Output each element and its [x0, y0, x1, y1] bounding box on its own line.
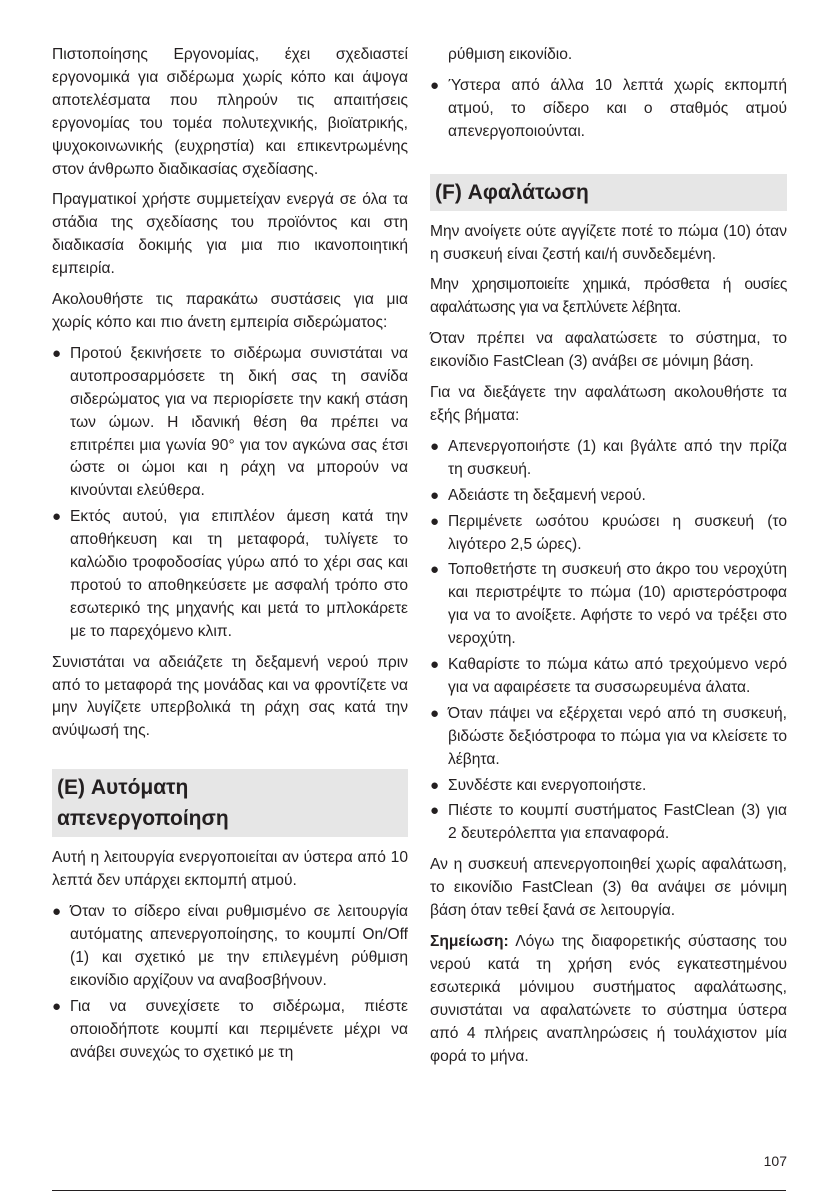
- bullet-icon: ●: [430, 656, 440, 674]
- footer-divider: [52, 1190, 786, 1191]
- chemicals-paragraph: Μην χρησιμοποιείτε χημικά, πρόσθετα ή ουσίες αφαλάτωσης για να ξεπλύνετε λέβητα.: [430, 276, 787, 317]
- restart-paragraph: Αν η συσκευή απενεργοποιηθεί χωρίς αφαλάτωση, το εικονίδιο FastClean (3) θα ανάψει σε μόνιμη βάση όταν τεθεί ξανά σε λειτουργία.: [430, 856, 787, 920]
- bullet-icon: ●: [52, 344, 62, 362]
- bullet-icon: ●: [430, 561, 440, 579]
- list-item: ● Για να συνεχίσετε το σιδέρωμα, πιέστε οποιοδήποτε κουμπί και περιμένετε μέχρι να ανάβει συνεχώς το σχετικό με τη: [52, 997, 408, 1061]
- descaling-steps: [430, 436, 787, 846]
- warning-paragraph: Μην ανοίγετε ούτε αγγίζετε ποτέ το πώμα (10) όταν η συσκευή είναι ζεστή και/ή συνδεδεμένη.: [430, 222, 787, 263]
- list-item: ● Όταν πάψει να εξέρχεται νερό από τη συσκευή, βιδώστε δεξιόστροφα το πώμα για να κλείσετε το λέβητα.: [430, 704, 787, 768]
- note-label: Σημείωση:: [430, 933, 509, 950]
- tank-paragraph: Συνιστάται να αδειάζετε τη δεξαμενή νερού πριν από το μεταφορά της μονάδας και να φροντίζετε να μην λυγίζετε υπερβολικά τη ράχη σας κατά την ανύψωσή της.: [52, 653, 408, 740]
- note-text: Λόγω της διαφορετικής σύστασης του νερού κατά τη χρήση ενός εγκατεστημένου εσωτερικά μόνιμου συστήματος αφαλάτωσης, συνιστάται να αφαλατώνετε το σύστημα ύστερα από 4 πλήρεις αναπληρώσεις ή τουλάχιστον μία φορά το μήνα.: [430, 933, 787, 1065]
- section-heading-f: [430, 174, 787, 211]
- list-item: ● Απενεργοποιήστε (1) και βγάλτε από την πρίζα τη συσκευή.: [430, 437, 787, 478]
- list-item: ● Ύστερα από άλλα 10 λεπτά χωρίς εκπομπή ατμού, το σίδερο και ο σταθμός ατμού απενεργοποιούνται.: [430, 76, 787, 140]
- bullet-icon: ●: [430, 437, 440, 455]
- auto-off-list: [52, 901, 408, 1064]
- auto-off-list-cont: [430, 75, 787, 144]
- list-item: ● Πιέστε το κουμπί συστήματος FastClean (3) για 2 δευτερόλεπτα για επαναφορά.: [430, 802, 787, 843]
- bullet-icon: ●: [52, 997, 62, 1015]
- bullet-icon: ●: [430, 486, 440, 504]
- steps-intro: Για να διεξάγετε την αφαλάτωση ακολουθήστε τα εξής βήματα:: [430, 384, 787, 424]
- ergonomics-list: [52, 343, 408, 644]
- auto-off-paragraph: Αυτή η λειτουργία ενεργοποιείται αν ύστερα από 10 λεπτά δεν υπάρχει εκπομπή ατμού.: [52, 849, 408, 890]
- right-column: [430, 44, 787, 1076]
- recommendations-intro: Ακολουθήστε τις παρακάτω συστάσεις για μια χωρίς κόπο και πιο άνετη εμπειρία σιδερώματος:: [52, 291, 408, 331]
- bullet-icon: ●: [430, 76, 440, 94]
- section-title: (F) Αφαλάτωση: [435, 180, 589, 204]
- section-title: (E) Αυτόματη απενεργοποίηση: [57, 776, 229, 831]
- list-item: ● Όταν το σίδερο είναι ρυθμισμένο σε λειτουργία αυτόματης απενεργοποίησης, το κουμπί On/Off (1) και σχετικό με την επιλεγμένη ρύθμιση εικονίδιο αρχίζουν να αναβοσβήνουν.: [52, 903, 408, 989]
- bullet-icon: ●: [430, 512, 440, 530]
- list-item: ● Αδειάστε τη δεξαμενή νερού.: [430, 485, 787, 508]
- users-paragraph: Πραγματικοί χρήστε συμμετείχαν ενεργά σε όλα τα στάδια της σχεδίασης του προϊόντος και στη διαδικασία δοκιμής για μια πιο ικανοποιητική εμπειρία.: [52, 191, 408, 278]
- list-item: ● Καθαρίστε το πώμα κάτω από τρεχούμενο νερό για να αφαιρέσετε τα συσσωρευμένα άλατα.: [430, 656, 787, 696]
- list-item: ● Περιμένετε ωσότου κρυώσει η συσκευή (το λιγότερο 2,5 ώρες).: [430, 512, 787, 553]
- section-heading-e: [52, 769, 408, 837]
- bullet-icon: ●: [52, 903, 62, 921]
- continuation-text: ρύθμιση εικονίδιο.: [448, 46, 573, 63]
- list-item: ● Συνδέστε και ενεργοποιήστε.: [430, 775, 787, 798]
- bullet-icon: ●: [430, 802, 440, 820]
- list-item: ● Προτού ξεκινήσετε το σιδέρωμα συνιστάται να αυτοπροσαρμόσετε τη δική σας τη σανίδα σιδερώματος για να περιορίσετε την κακή στάση των ώμων. Η ιδανική θέση θα πρέπει να επιτρέπει μια γωνία 90° για τον αγκώνα σας έτσι ώστε οι ώμοι και η ράχη να μπορούν να κινούνται ελεύθερα.: [52, 344, 408, 500]
- list-item: ● Εκτός αυτού, για επιπλέον άμεση κατά την αποθήκευση και τη μεταφορά, τυλίγετε το καλώδιο τροφοδοσίας γύρω από το χέρι σας και προτού το αποθηκεύσετε με ασφαλή τρόπο στο εσωτερικό της μηχανής και μετά το μπλοκάρετε με το παρεχόμενο κλιπ.: [52, 508, 408, 640]
- left-column: [52, 44, 408, 1072]
- bullet-icon: ●: [430, 776, 440, 794]
- bullet-icon: ●: [430, 704, 440, 722]
- note-paragraph: [430, 931, 787, 1068]
- page-number: 107: [763, 1153, 787, 1169]
- intro-paragraph: Πιστοποίησης Εργονομίας, έχει σχεδιαστεί εργονομικά για σιδέρωμα χωρίς κόπο και άψογα αποτελέσματα που πληρούν τις απαιτήσεις εργονομίας του τομέα πολυτεχνικής, βιοϊατρικής, ψυχοκοινωνικής (ευχρηστία) και επικεντρωμένης στον άνθρωπο διαδικασίας σχεδίασης.: [52, 46, 408, 178]
- list-item: ● Τοποθετήστε τη συσκευή στο άκρο του νεροχύτη και περιστρέψτε το πώμα (10) αριστερόστροφα για να το ανοίξετε. Αφήστε το νερό να τρέξει στο νεροχύτη.: [430, 561, 787, 648]
- fastclean-paragraph: Όταν πρέπει να αφαλατώσετε το σύστημα, το εικονίδιο FastClean (3) ανάβει σε μόνιμη βάση.: [430, 330, 787, 371]
- bullet-icon: ●: [52, 508, 62, 526]
